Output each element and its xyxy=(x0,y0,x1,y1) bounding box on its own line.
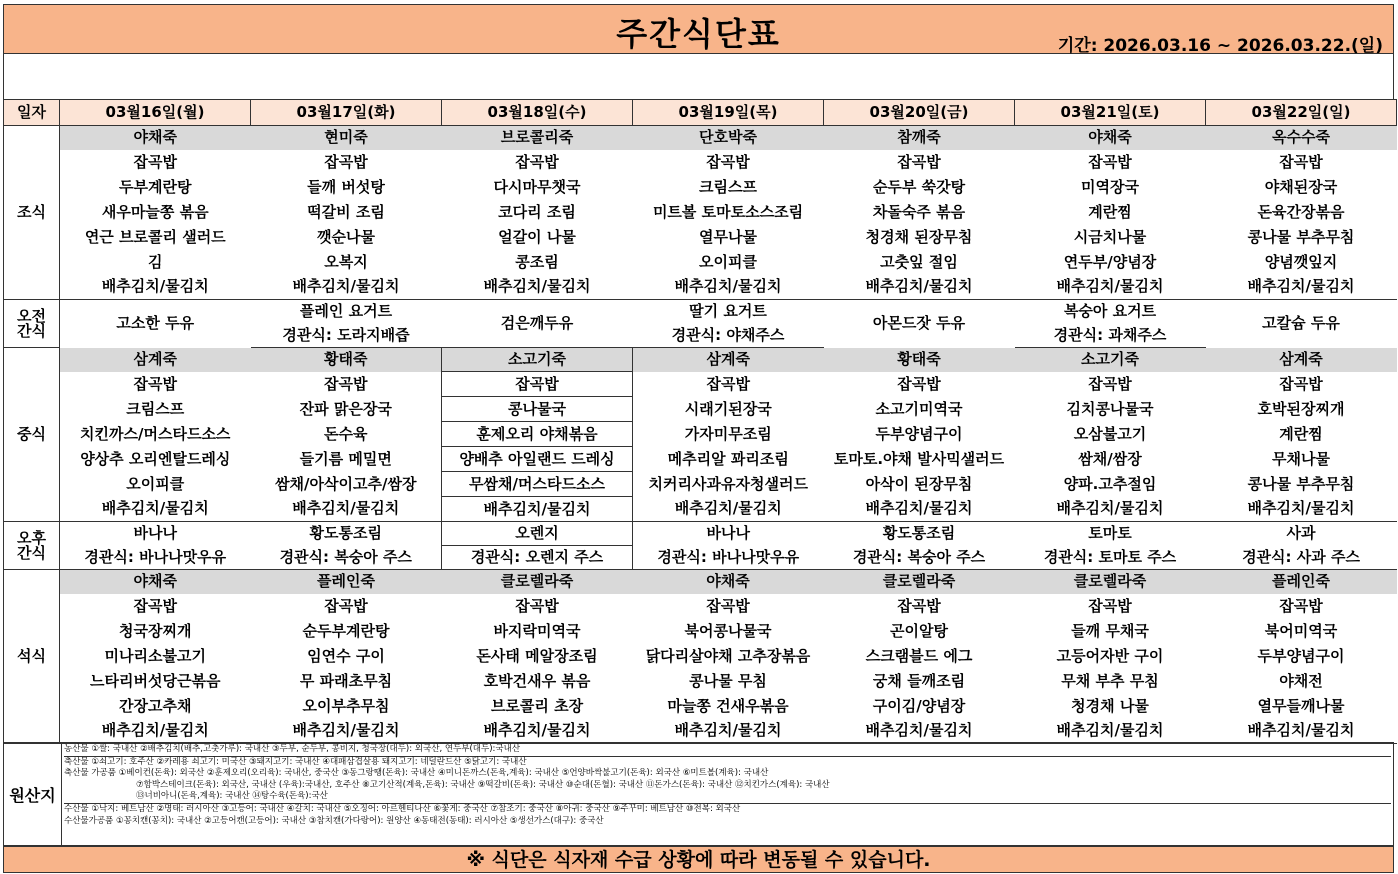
breakfast-item: 오복지 xyxy=(324,252,368,271)
breakfast-item: 양념깻잎지 xyxy=(1264,252,1338,271)
lunch-porridge: 삼계죽 xyxy=(633,348,824,372)
dinner-item: 청경채 나물 xyxy=(1071,696,1149,715)
dinner-item: 잡곡밥 xyxy=(1088,596,1132,615)
am-snack-item: 검은깨두유 xyxy=(500,314,574,332)
lunch-item: 배추김치/물김치 xyxy=(1206,497,1397,522)
lunch-item: 무채나물 xyxy=(1272,449,1330,468)
dinner-porridge: 클로렐라죽 xyxy=(1015,570,1206,594)
dinner-item: 무 파래초무침 xyxy=(299,671,393,690)
breakfast-item: 차돌숙주 볶음 xyxy=(872,202,966,221)
dinner-item: 미나리소불고기 xyxy=(104,646,206,665)
pm-snack-item: 바나나 xyxy=(706,524,750,543)
dinner-item: 잡곡밥 xyxy=(515,596,559,615)
dinner-item: 콩나물 무침 xyxy=(689,671,767,690)
blank-row xyxy=(3,54,1394,99)
lunch-item: 잡곡밥 xyxy=(133,374,177,393)
breakfast-item: 고춧잎 절임 xyxy=(880,252,958,271)
am-snack-item: 딸기 요거트 xyxy=(689,302,767,321)
day-header: 03월16일(월) xyxy=(60,100,251,126)
dinner-item: 마늘쫑 건새우볶음 xyxy=(667,696,789,715)
lunch-item: 쌈채/아삭이고추/쌈장 xyxy=(275,474,417,493)
lunch-item: 시래기된장국 xyxy=(684,399,772,418)
breakfast-item: 오이피클 xyxy=(699,252,757,271)
breakfast-item: 미역장국 xyxy=(1081,177,1139,196)
lunch-item: 잡곡밥 xyxy=(1279,374,1323,393)
dinner-item: 배추김치/물김치 xyxy=(1206,719,1397,744)
pm-snack-item: 토마토 xyxy=(1088,524,1132,543)
period-range: 기간: 2026.03.16 ~ 2026.03.22.(일) xyxy=(1057,36,1383,56)
breakfast-item: 시금치나물 xyxy=(1073,227,1147,246)
lunch-item: 치킨까스/머스타드소스 xyxy=(80,424,231,443)
breakfast-porridge: 단호박죽 xyxy=(633,126,824,150)
breakfast-porridge: 브로콜리죽 xyxy=(442,126,633,150)
day-header: 03월17일(화) xyxy=(251,100,442,126)
lunch-item: 소고기미역국 xyxy=(875,399,963,418)
lunch-item: 배추김치/물김치 xyxy=(633,497,824,522)
origin-line: 수산물 ①낙지: 베트남산 ②명태: 러시아산 ③고등어: 국내산 ④갈치: 국내산 ⑤오징어: 아르헨티나산 ⑥꽃게: 중국산 ⑦참조기: 중국산 ⑧아귀: 중국산 ⑨주꾸미: 베트남산 ⑩전복: 외국산 xyxy=(64,803,1391,816)
breakfast-item-row xyxy=(4,175,1397,200)
pm-snack-item: 경관식: 사과 주스 xyxy=(1206,546,1397,570)
lunch-item: 토마토.야채 발사믹샐러드 xyxy=(833,449,1005,468)
pm-snack-item: 경관식: 바나나맛우유 xyxy=(60,546,251,570)
dinner-item: 호박건새우 볶음 xyxy=(483,671,591,690)
origin-line: ⑬너비아니(돈육,계육): 국내산 ⑭탕수육(돈육):국산 xyxy=(136,791,328,802)
origin-line: 축산물 가공품 ①베이컨(돈육): 외국산 ②훈제오리(오리육): 국내산, 중국산 ③동그랑땡(돈육): 국내산 ④미니돈까스(돈육,계육): 국내산 ⑤언양바싹불고기(돈육): 외국산 ⑥미트볼(계육): 국내산 xyxy=(64,768,769,779)
lunch-item: 오삼불고기 xyxy=(1073,424,1147,443)
pm-snack-item: 황도통조림 xyxy=(882,524,956,543)
origin-lines xyxy=(64,744,1391,827)
lunch-item: 양파.고추절임 xyxy=(1063,474,1157,493)
dinner-porridge: 플레인죽 xyxy=(1206,570,1397,594)
dinner-item: 고등어자반 구이 xyxy=(1056,646,1164,665)
lunch-item: 호박된장찌개 xyxy=(1257,399,1345,418)
breakfast-item: 계란찜 xyxy=(1088,202,1132,221)
am-snack-row xyxy=(4,300,1397,324)
pm-snack-row xyxy=(4,522,1397,546)
pm-snack-item: 사과 xyxy=(1286,524,1316,543)
lunch-item-row xyxy=(4,422,1397,447)
am-snack-item: 복숭아 요거트 xyxy=(1063,302,1157,321)
lunch-item: 돈수육 xyxy=(324,424,368,443)
lunch-item: 크림스프 xyxy=(126,399,185,418)
breakfast-item: 배추김치/물김치 xyxy=(60,275,251,300)
lunch-item: 잡곡밥 xyxy=(897,374,941,393)
am-snack-item: 경관식: 도라지배즙 xyxy=(251,324,442,348)
lunch-porridge-row xyxy=(4,348,1397,372)
breakfast-item-row xyxy=(4,200,1397,225)
dinner-item-row xyxy=(4,694,1397,719)
lunch-item: 잡곡밥 xyxy=(706,374,750,393)
breakfast-item: 야채된장국 xyxy=(1264,177,1338,196)
dinner-porridge: 야채죽 xyxy=(633,570,824,594)
lunch-item: 치커리사과유자청샐러드 xyxy=(648,474,808,493)
lunch-item-row xyxy=(4,497,1397,522)
dinner-item: 돈사태 메알장조림 xyxy=(476,646,598,665)
day-header: 03월22일(일) xyxy=(1206,100,1397,126)
pm-snack-item: 경관식: 토마토 주스 xyxy=(1015,546,1206,570)
lunch-item: 배추김치/물김치 xyxy=(60,497,251,522)
lunch-item-row xyxy=(4,472,1397,497)
dinner-porridge-row xyxy=(4,570,1397,594)
dinner-item: 구이김/양념장 xyxy=(872,696,966,715)
breakfast-item-row xyxy=(4,250,1397,275)
menu-table xyxy=(3,99,1397,744)
dinner-item: 배추김치/물김치 xyxy=(1015,719,1206,744)
am-snack-item: 고칼슘 두유 xyxy=(1262,314,1340,333)
day-header: 03월20일(금) xyxy=(824,100,1015,126)
breakfast-item: 미트볼 토마토소스조림 xyxy=(652,202,804,221)
breakfast-item: 잡곡밥 xyxy=(324,152,368,171)
dinner-item: 배추김치/물김치 xyxy=(442,719,633,744)
breakfast-item: 열무나물 xyxy=(699,227,757,246)
lunch-item: 무쌈채/머스타드소스 xyxy=(442,472,633,497)
pm-snack-item: 경관식: 오렌지 주스 xyxy=(442,546,633,570)
lunch-label: 중식 xyxy=(4,348,60,522)
dinner-item: 느타리버섯당근볶음 xyxy=(90,671,221,690)
lunch-item: 콩나물국 xyxy=(442,397,633,422)
dinner-item: 순두부계란탕 xyxy=(302,621,390,640)
lunch-item: 오이피클 xyxy=(126,474,185,493)
lunch-item: 배추김치/물김치 xyxy=(251,497,442,522)
breakfast-item: 배추김치/물김치 xyxy=(824,275,1015,300)
lunch-porridge: 소고기죽 xyxy=(442,348,633,372)
breakfast-item: 청경채 된장무침 xyxy=(865,227,973,246)
dinner-porridge: 클로렐라죽 xyxy=(824,570,1015,594)
dinner-porridge: 클로렐라죽 xyxy=(442,570,633,594)
lunch-porridge: 삼계죽 xyxy=(60,348,251,372)
dinner-item: 배추김치/물김치 xyxy=(60,719,251,744)
breakfast-item: 콩조림 xyxy=(515,252,559,271)
breakfast-porridge: 참깨죽 xyxy=(824,126,1015,150)
dinner-item: 들깨 무채국 xyxy=(1071,621,1149,640)
breakfast-item: 연두부/양념장 xyxy=(1063,252,1157,271)
breakfast-item: 크림스프 xyxy=(699,177,757,196)
breakfast-porridge: 옥수수죽 xyxy=(1206,126,1397,150)
dinner-item: 바지락미역국 xyxy=(493,621,581,640)
breakfast-item: 잡곡밥 xyxy=(897,152,941,171)
breakfast-item: 돈육간장볶음 xyxy=(1257,202,1345,221)
dinner-item: 야채전 xyxy=(1279,671,1323,690)
breakfast-item: 잡곡밥 xyxy=(1279,152,1323,171)
dinner-item: 궁채 들깨조림 xyxy=(872,671,966,690)
origin-line: 농산물 ①쌀: 국내산 ②배추김치(배추,고춧가루): 국내산 ③두부, 순두부, 콩비지, 청국장(대두): 외국산, 연두부(대두):국내산 xyxy=(64,744,521,754)
breakfast-label: 조식 xyxy=(4,126,60,300)
day-header: 03월21일(토) xyxy=(1015,100,1206,126)
dinner-item: 오이부추무침 xyxy=(302,696,390,715)
dinner-item: 북어콩나물국 xyxy=(684,621,772,640)
page-title: 주간식단표 xyxy=(616,15,781,53)
breakfast-item: 배추김치/물김치 xyxy=(633,275,824,300)
breakfast-item: 잡곡밥 xyxy=(1088,152,1132,171)
lunch-item: 가자미무조림 xyxy=(684,424,772,443)
pm-snack-item: 경관식: 바나나맛우유 xyxy=(633,546,824,570)
origin-label: 원산지 xyxy=(4,743,62,845)
lunch-item: 양배추 아일랜드 드레싱 xyxy=(442,447,633,472)
dinner-item: 배추김치/물김치 xyxy=(633,719,824,744)
pm-snack-item: 경관식: 복숭아 주스 xyxy=(251,546,442,570)
breakfast-item: 새우마늘쫑 볶음 xyxy=(101,202,209,221)
dinner-item-row xyxy=(4,644,1397,669)
lunch-item: 쌈채/쌈장 xyxy=(1078,449,1142,468)
lunch-item: 김치콩나물국 xyxy=(1066,399,1154,418)
day-header: 03월19일(목) xyxy=(633,100,824,126)
breakfast-item: 떡갈비 조림 xyxy=(307,202,385,221)
lunch-item-row xyxy=(4,397,1397,422)
breakfast-item: 잡곡밥 xyxy=(133,152,177,171)
lunch-item: 계란찜 xyxy=(1279,424,1323,443)
lunch-item: 배추김치/물김치 xyxy=(824,497,1015,522)
lunch-item-row xyxy=(4,447,1397,472)
dinner-item: 임연수 구이 xyxy=(307,646,385,665)
lunch-item: 잡곡밥 xyxy=(324,374,368,393)
breakfast-item-row xyxy=(4,150,1397,175)
dinner-item: 잡곡밥 xyxy=(324,596,368,615)
dinner-item-row xyxy=(4,719,1397,744)
am-snack-label: 오전 간식 xyxy=(4,300,60,348)
lunch-item: 잡곡밥 xyxy=(442,372,633,397)
am-snack-item: 플레인 요거트 xyxy=(299,302,393,321)
breakfast-item: 들깨 버섯탕 xyxy=(307,177,385,196)
lunch-item: 잡곡밥 xyxy=(1088,374,1132,393)
breakfast-porridge-row xyxy=(4,126,1397,150)
breakfast-item: 얼갈이 나물 xyxy=(498,227,576,246)
lunch-porridge: 소고기죽 xyxy=(1015,348,1206,372)
breakfast-item: 김 xyxy=(148,252,163,271)
dinner-item: 열무들깨나물 xyxy=(1257,696,1345,715)
breakfast-item: 배추김치/물김치 xyxy=(1206,275,1397,300)
origin-line: 수산물가공품 ①꽁치캔(꽁치): 국내산 ②고등어캔(고등어): 국내산 ③참치캔(가다랑어): 원양산 ④동태전(동태): 러시아산 ⑤생선가스(대구): 중국산 xyxy=(64,815,604,826)
dinner-item: 배추김치/물김치 xyxy=(824,719,1015,744)
pm-snack-item: 오렌지 xyxy=(442,522,633,546)
lunch-item: 들기름 메밀면 xyxy=(299,449,392,468)
dinner-item: 잡곡밥 xyxy=(897,596,941,615)
lunch-item: 배추김치/물김치 xyxy=(1015,497,1206,522)
dinner-item-row xyxy=(4,669,1397,694)
breakfast-item: 배추김치/물김치 xyxy=(251,275,442,300)
breakfast-item: 연근 브로콜리 샐러드 xyxy=(84,227,226,246)
origin-section xyxy=(3,742,1394,846)
dinner-label: 석식 xyxy=(4,570,60,744)
am-snack-item: 경관식: 야채주스 xyxy=(633,324,824,348)
dinner-item: 무채 부추 무침 xyxy=(1061,671,1159,690)
dinner-item: 간장고추채 xyxy=(119,696,192,715)
pm-snack-item: 황도통조림 xyxy=(309,524,382,543)
dinner-item-row xyxy=(4,594,1397,619)
breakfast-item-row xyxy=(4,275,1397,300)
breakfast-item: 잡곡밥 xyxy=(515,152,559,171)
pm-snack-item: 경관식: 복숭아 주스 xyxy=(824,546,1015,570)
dinner-porridge: 야채죽 xyxy=(60,570,251,594)
dinner-item: 닭다리살야채 고추장볶음 xyxy=(645,646,811,665)
am-snack-item: 고소한 두유 xyxy=(116,314,195,333)
dinner-item: 브로콜리 초장 xyxy=(490,696,584,715)
lunch-item: 잔파 맑은장국 xyxy=(299,399,392,418)
day-header: 03월18일(수) xyxy=(442,100,633,126)
pm-snack-item: 바나나 xyxy=(133,524,177,543)
dinner-item: 배추김치/물김치 xyxy=(251,719,442,744)
dinner-item: 북어미역국 xyxy=(1264,621,1338,640)
origin-line: ⑦함박스테이크(돈육): 외국산, 국내산 (우육):국내산, 호주산 ⑧고기산적(계육,돈육): 국내산 ⑨떡갈비(돈육): 국내산 ⑩순대(돈혈): 국내산 ⑪돈가스(돈육): 국내산 ⑫치킨가스(계육): 국내산 xyxy=(136,779,830,790)
breakfast-porridge: 야채죽 xyxy=(1015,126,1206,150)
lunch-porridge: 황태죽 xyxy=(824,348,1015,372)
dinner-porridge: 플레인죽 xyxy=(251,570,442,594)
lunch-porridge: 황태죽 xyxy=(251,348,442,372)
dinner-item: 청국장찌개 xyxy=(119,621,192,640)
lunch-item: 양상추 오리엔탈드레싱 xyxy=(80,449,231,468)
breakfast-item: 배추김치/물김치 xyxy=(442,275,633,300)
dinner-item: 잡곡밥 xyxy=(133,596,177,615)
pm-snack-label: 오후 간식 xyxy=(4,522,60,570)
breakfast-item: 배추김치/물김치 xyxy=(1015,275,1206,300)
lunch-item: 아삭이 된장무침 xyxy=(865,474,973,493)
lunch-item: 메추리알 꽈리조림 xyxy=(667,449,789,468)
breakfast-item-row xyxy=(4,225,1397,250)
breakfast-item: 잡곡밥 xyxy=(706,152,750,171)
breakfast-item: 깻순나물 xyxy=(317,227,375,246)
dinner-item: 잡곡밥 xyxy=(1279,596,1323,615)
lunch-item: 배추김치/물김치 xyxy=(442,497,633,522)
footer-notice: ※ 식단은 식자재 수급 상황에 따라 변동될 수 있습니다. xyxy=(3,846,1394,873)
dinner-item: 곤이알탕 xyxy=(890,621,948,640)
breakfast-item: 코다리 조림 xyxy=(498,202,576,221)
lunch-item-row xyxy=(4,372,1397,397)
dinner-item: 잡곡밥 xyxy=(706,596,750,615)
lunch-item: 두부양념구이 xyxy=(875,424,963,443)
breakfast-item: 다시마무챗국 xyxy=(493,177,581,196)
date-label: 일자 xyxy=(4,100,60,126)
dinner-item-row xyxy=(4,619,1397,644)
lunch-item: 콩나물 부추무침 xyxy=(1247,474,1355,493)
pm-snack-row xyxy=(4,546,1397,570)
breakfast-item: 순두부 쑥갓탕 xyxy=(872,177,966,196)
breakfast-item: 두부계란탕 xyxy=(119,177,192,196)
am-snack-item: 아몬드잣 두유 xyxy=(872,314,966,333)
title-bar xyxy=(3,4,1394,54)
breakfast-item: 콩나물 부추무침 xyxy=(1247,227,1355,246)
dinner-item: 스크램블드 에그 xyxy=(865,646,973,665)
lunch-item: 훈제오리 야채볶음 xyxy=(442,422,633,447)
date-header-row xyxy=(4,100,1397,126)
dinner-item: 두부양념구이 xyxy=(1257,646,1345,665)
breakfast-porridge: 현미죽 xyxy=(251,126,442,150)
lunch-porridge: 삼계죽 xyxy=(1206,348,1397,372)
am-snack-item: 경관식: 과채주스 xyxy=(1015,324,1206,348)
origin-line: 축산물 ①쇠고기: 호주산 ②카레용 쇠고기: 미국산 ③돼지고기: 국내산 ④대패삼겹살용 돼지고기: 네덜란드산 ⑤닭고기: 국내산 xyxy=(64,756,1391,769)
breakfast-porridge: 야채죽 xyxy=(60,126,251,150)
